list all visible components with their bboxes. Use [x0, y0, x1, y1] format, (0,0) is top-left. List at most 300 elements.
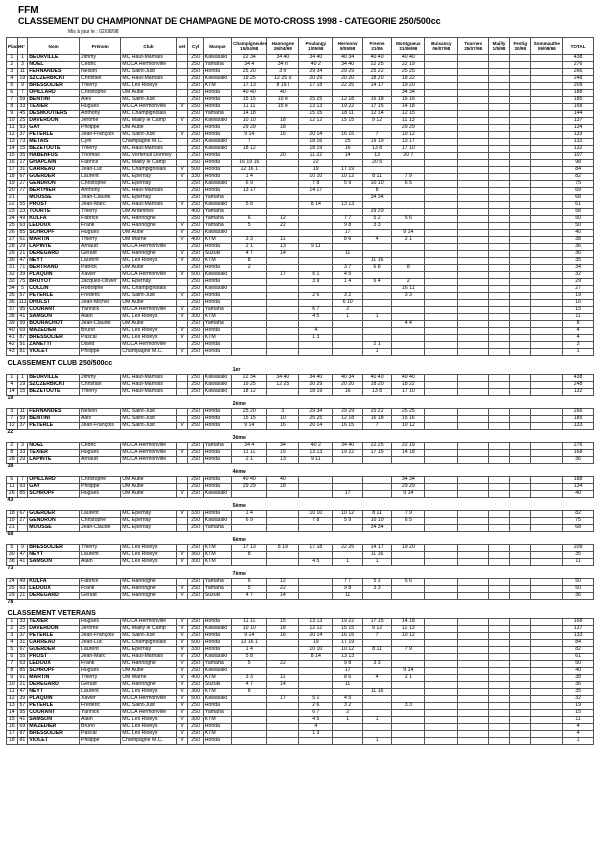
number-cell: 33	[17, 619, 28, 626]
round-score-cell	[510, 710, 531, 717]
round-score-cell: 22 25	[362, 443, 391, 450]
total-cell: 276	[563, 62, 594, 69]
round-score-cell	[458, 244, 489, 251]
round-score-cell	[392, 559, 425, 566]
round-score-cell	[531, 731, 563, 738]
round-score-cell: 11	[333, 682, 362, 689]
round-score-cell	[425, 738, 458, 745]
round-score-cell: 1	[333, 559, 362, 566]
round-score-cell	[267, 640, 299, 647]
veteran-cell: V	[176, 724, 188, 731]
number-cell: 69	[17, 328, 28, 335]
round-score-cell: 17	[333, 668, 362, 675]
round-score-cell: 22	[267, 586, 299, 593]
first-name-cell: Christian	[80, 76, 121, 83]
total-cell: 38	[563, 237, 594, 244]
round-score-cell	[232, 703, 267, 710]
cylinder-cell: 250	[188, 111, 203, 118]
club-cell: MC Saint-Just	[121, 423, 176, 430]
table-row	[7, 216, 594, 223]
make-cell: Honda	[203, 125, 231, 132]
place-cell: 27	[7, 237, 18, 244]
club-cell: MC Haut-Marnais	[121, 382, 176, 389]
round-score-cell	[488, 307, 509, 314]
first-name-cell: Frank	[80, 661, 121, 668]
round-score-cell: 29 29	[333, 69, 362, 76]
round-score-cell	[510, 682, 531, 689]
veteran-cell: V	[176, 717, 188, 724]
round-score-cell: 16 18	[362, 97, 391, 104]
round-score-cell	[488, 416, 509, 423]
round-score-cell	[531, 160, 563, 167]
round-score-cell	[458, 423, 489, 430]
number-cell: 9	[17, 545, 28, 552]
club-cell: MC Epernay	[121, 647, 176, 654]
veteran-cell: V	[176, 450, 188, 457]
number-cell	[17, 525, 28, 532]
make-cell: Honda	[203, 293, 231, 300]
round-score-cell	[392, 654, 425, 661]
round-score-cell: 25 20	[232, 69, 267, 76]
round-score-cell	[510, 286, 531, 293]
round-score-cell	[510, 160, 531, 167]
cylinder-cell: 250	[188, 593, 203, 600]
round-score-cell: 34 40	[333, 443, 362, 450]
round-score-cell	[425, 300, 458, 307]
number-cell: 81	[17, 738, 28, 745]
round-score-cell	[425, 593, 458, 600]
round-score-cell	[299, 525, 333, 532]
round-score-cell: 8 19	[267, 545, 299, 552]
round-score-cell	[488, 335, 509, 342]
first-name-cell: Jean-François	[80, 423, 121, 430]
place-cell: 5	[7, 647, 18, 654]
club-cell: UM Aube	[121, 125, 176, 132]
first-name-cell: Jean-Claude	[80, 321, 121, 328]
round-score-cell	[458, 654, 489, 661]
name-cell: ZANETTI	[28, 342, 80, 349]
veteran-cell: V	[176, 689, 188, 696]
cylinder-cell: 400	[188, 237, 203, 244]
club-cell: MCCA Hermonville	[121, 450, 176, 457]
total-cell: 132	[563, 389, 594, 396]
table-row	[7, 710, 594, 717]
veteran-cell: V	[176, 647, 188, 654]
place-cell: 32	[7, 272, 18, 279]
first-name-cell: Jérôme	[80, 118, 121, 125]
round-score-cell	[299, 251, 333, 258]
club-cell: MC Saint-Just	[121, 416, 176, 423]
round-score-cell	[333, 335, 362, 342]
round-score-cell	[333, 188, 362, 195]
first-name-cell: Jean-François	[80, 132, 121, 139]
group-rank-label: 5ème	[232, 503, 246, 510]
round-score-cell	[510, 69, 531, 76]
round-score-cell	[488, 724, 509, 731]
total-cell: 50	[563, 586, 594, 593]
round-score-cell: 8 6	[333, 237, 362, 244]
table-row	[7, 593, 594, 600]
round-score-cell	[458, 375, 489, 382]
round-score-cell	[510, 342, 531, 349]
round-score-cell	[510, 633, 531, 640]
round-score-cell	[510, 647, 531, 654]
club-cell: MC Les Rioeys	[121, 689, 176, 696]
number-cell: 111	[18, 299, 27, 306]
club-points: 78	[7, 599, 14, 606]
round-score-cell	[531, 244, 563, 251]
round-score-cell	[425, 724, 458, 731]
veteran-cell	[176, 181, 188, 188]
round-score-cell	[267, 491, 299, 498]
round-score-cell	[510, 450, 531, 457]
round-score-cell	[488, 443, 509, 450]
round-score-cell	[425, 689, 458, 696]
round-score-cell	[425, 675, 458, 682]
first-name-cell: Anthony	[80, 111, 121, 118]
number-cell: 39	[17, 696, 28, 703]
round-score-cell: 22 34	[232, 375, 267, 382]
round-score-cell	[510, 265, 531, 272]
round-score-cell: 7 9	[392, 647, 425, 654]
round-score-cell	[267, 724, 299, 731]
round-score-cell: 2 1	[362, 342, 391, 349]
results-table	[6, 37, 594, 749]
round-score-cell: 20 14	[299, 132, 333, 139]
round-score-cell: 40 2	[299, 62, 333, 69]
round-score-cell	[510, 579, 531, 586]
make-cell: Honda	[203, 484, 231, 491]
name-cell: PETERLE	[28, 293, 80, 300]
round-score-cell	[531, 139, 563, 146]
round-score-cell: 12 25	[267, 382, 299, 389]
round-score-cell	[333, 349, 362, 356]
round-score-cell: 10 10	[232, 626, 267, 633]
make-cell: Honda	[203, 342, 231, 349]
make-cell: Honda	[203, 132, 231, 139]
first-name-cell: Thierry	[80, 237, 121, 244]
round-score-cell	[531, 409, 563, 416]
round-score-cell	[299, 738, 333, 745]
name-cell: TEXIER	[28, 619, 80, 626]
round-score-cell	[531, 216, 563, 223]
first-name-cell: Frank	[80, 586, 121, 593]
name-cell: PLAQUIN	[28, 696, 80, 703]
round-score-cell	[425, 342, 458, 349]
round-score-cell	[425, 703, 458, 710]
round-score-cell: 9 14	[232, 132, 267, 139]
round-score-cell	[458, 579, 489, 586]
round-score-cell: 3 n	[267, 69, 299, 76]
round-score-cell: 20	[267, 153, 299, 160]
name-cell: MOUSSE	[28, 525, 80, 532]
total-cell: 1	[563, 738, 594, 745]
round-score-cell: 5 6	[392, 579, 425, 586]
name-cell: BRESSOLIER	[28, 83, 80, 90]
cylinder-cell: 250	[188, 457, 203, 464]
first-name-cell: Xavier	[80, 272, 121, 279]
round-score-cell	[531, 511, 563, 518]
place-cell: 12	[7, 696, 18, 703]
round-score-cell: 12	[267, 216, 299, 223]
round-score-cell	[362, 484, 391, 491]
cylinder-cell: 250	[188, 69, 203, 76]
make-cell: Honda	[203, 640, 231, 647]
round-score-cell	[392, 731, 425, 738]
round-score-cell: 1 3	[299, 335, 333, 342]
first-name-cell: Fabrice	[80, 579, 121, 586]
round-score-cell	[488, 167, 509, 174]
round-score-cell	[425, 62, 458, 69]
round-score-cell	[458, 443, 489, 450]
round-score-cell	[425, 293, 458, 300]
total-cell: 61	[563, 654, 594, 661]
round-score-cell	[232, 321, 267, 328]
round-score-cell: 1	[362, 314, 391, 321]
round-score-cell	[531, 251, 563, 258]
round-score-cell	[510, 181, 531, 188]
cylinder-cell: 250	[188, 321, 203, 328]
round-score-cell	[510, 416, 531, 423]
round-score-cell	[458, 265, 489, 272]
round-score-cell	[425, 76, 458, 83]
veteran-cell: V	[176, 633, 188, 640]
total-cell: 248	[563, 76, 594, 83]
round-score-cell	[425, 251, 458, 258]
round-score-cell	[299, 258, 333, 265]
make-cell: Kawasaki	[203, 55, 231, 62]
make-cell: Honda	[203, 647, 231, 654]
round-score-cell	[299, 349, 333, 356]
make-cell: KTM	[203, 237, 231, 244]
round-score-cell: 17 13	[232, 545, 267, 552]
column-header: Cyl	[188, 38, 203, 55]
first-name-cell: Gérald	[80, 251, 121, 258]
name-cell: COURANT	[28, 307, 80, 314]
make-cell: KTM	[203, 545, 231, 552]
number-cell: 11	[17, 409, 28, 416]
round-score-cell	[488, 202, 509, 209]
club-cell: MC Epernay	[121, 511, 176, 518]
round-score-cell	[267, 525, 299, 532]
place-cell: 14	[7, 389, 18, 396]
cylinder-cell: 250	[188, 125, 203, 132]
round-score-cell	[510, 484, 531, 491]
round-score-cell	[510, 375, 531, 382]
round-score-cell	[425, 586, 458, 593]
cylinder-cell: 250	[188, 335, 203, 342]
veteran-cell: V	[176, 118, 188, 125]
round-score-cell	[425, 153, 458, 160]
round-score-cell	[488, 654, 509, 661]
round-score-cell	[425, 237, 458, 244]
place-cell: 8	[7, 668, 18, 675]
round-score-cell	[510, 738, 531, 745]
number-cell: 35	[17, 153, 28, 160]
round-score-cell	[425, 97, 458, 104]
round-score-cell	[488, 216, 509, 223]
section-title: CLASSEMENT CLUB 250/500cc	[7, 360, 113, 367]
round-score-cell: 1	[333, 314, 362, 321]
round-score-cell: 16 15	[333, 132, 362, 139]
place-cell: 15	[7, 153, 18, 160]
cylinder-cell: 250	[188, 188, 203, 195]
round-score-cell	[531, 335, 563, 342]
total-cell: 82	[563, 647, 594, 654]
number-cell: 27	[17, 518, 28, 525]
cylinder-cell: 250	[188, 579, 203, 586]
round-score-cell: 7	[362, 633, 391, 640]
round-score-cell: 14	[333, 153, 362, 160]
first-name-cell: Christophe	[80, 477, 121, 484]
place-cell: 24	[7, 579, 18, 586]
name-cell: GUERDER	[28, 174, 80, 181]
name-cell: NEYT	[28, 552, 80, 559]
round-score-cell: 29 29	[392, 125, 425, 132]
round-score-cell	[299, 661, 333, 668]
round-score-cell: 4	[362, 237, 391, 244]
round-score-cell	[531, 307, 563, 314]
total-cell: 132	[563, 139, 594, 146]
round-score-cell: 10 10	[299, 647, 333, 654]
cylinder-cell: 330	[188, 647, 203, 654]
club-cell: UM Aube	[121, 477, 176, 484]
round-score-cell	[488, 423, 509, 430]
round-score-cell	[362, 593, 391, 600]
round-score-cell: 22 34	[232, 55, 267, 62]
round-score-cell	[488, 258, 509, 265]
round-score-cell	[458, 286, 489, 293]
make-cell: Kawasaki	[203, 696, 231, 703]
round-score-cell	[392, 342, 425, 349]
total-cell: 16	[563, 300, 594, 307]
round-score-cell	[488, 710, 509, 717]
make-cell: Honda	[203, 153, 231, 160]
total-cell: 144	[563, 111, 594, 118]
number-cell: 49	[17, 579, 28, 586]
round-score-cell	[267, 307, 299, 314]
name-cell: LAPINTE	[28, 244, 80, 251]
number-cell: 85	[17, 491, 28, 498]
round-score-cell	[392, 300, 425, 307]
round-score-cell	[232, 307, 267, 314]
name-cell: VIOLET	[28, 738, 80, 745]
cylinder-cell: 250	[188, 375, 203, 382]
round-score-cell: 34 40	[333, 62, 362, 69]
round-score-cell: 22 25	[333, 83, 362, 90]
round-score-cell	[488, 328, 509, 335]
round-score-cell	[488, 703, 509, 710]
round-score-cell	[531, 724, 563, 731]
round-score-cell: 6 5	[392, 181, 425, 188]
round-score-cell: 13	[267, 244, 299, 251]
round-score-cell	[458, 272, 489, 279]
club-cell: MC Hannogne	[121, 251, 176, 258]
round-score-cell	[458, 251, 489, 258]
make-cell: Yamaha	[203, 209, 231, 216]
round-score-cell	[458, 300, 489, 307]
round-score-cell	[333, 328, 362, 335]
round-score-cell	[510, 300, 531, 307]
cylinder-cell: 250	[188, 104, 203, 111]
round-score-cell	[267, 703, 299, 710]
round-score-cell	[510, 640, 531, 647]
club-cell: MC Haut-Marnais	[121, 654, 176, 661]
place-cell: 22	[7, 202, 18, 209]
round-score-cell: 3 3	[232, 675, 267, 682]
round-score-cell	[531, 286, 563, 293]
round-score-cell: 8	[392, 265, 425, 272]
round-score-cell	[510, 293, 531, 300]
round-score-cell	[362, 696, 391, 703]
round-score-cell: 19 22	[333, 619, 362, 626]
first-name-cell: Pascal	[80, 335, 121, 342]
round-score-cell	[488, 491, 509, 498]
veteran-cell	[176, 69, 188, 76]
round-score-cell: 7 8	[299, 518, 333, 525]
round-score-cell: 5 9	[333, 181, 362, 188]
round-score-cell	[531, 293, 563, 300]
make-cell: Honda	[203, 633, 231, 640]
round-score-cell: 14 18	[232, 111, 267, 118]
round-score-cell	[510, 202, 531, 209]
veteran-cell	[176, 76, 188, 83]
club-cell: MC Les Rioeys	[121, 552, 176, 559]
place-cell: 35	[7, 293, 18, 300]
round-score-cell	[392, 689, 425, 696]
veteran-cell: V	[176, 349, 188, 356]
first-name-cell: Jean-Michel	[80, 300, 121, 307]
club-cell: MC Hannogne	[121, 216, 176, 223]
first-name-cell: Philippe	[80, 738, 121, 745]
round-score-cell: 3 9	[299, 279, 333, 286]
round-score-cell	[458, 484, 489, 491]
round-score-cell	[425, 146, 458, 153]
round-score-cell	[531, 443, 563, 450]
round-score-cell: 2 6	[299, 703, 333, 710]
round-score-cell	[425, 525, 458, 532]
number-cell: 7	[17, 90, 28, 97]
veteran-cell: V	[176, 654, 188, 661]
veteran-cell: V	[176, 314, 188, 321]
round-score-cell: 22 25	[333, 545, 362, 552]
round-score-cell	[392, 328, 425, 335]
round-score-cell: 3 3	[362, 223, 391, 230]
round-score-cell: 34 34	[392, 477, 425, 484]
total-cell: 40	[563, 491, 594, 498]
round-score-cell	[458, 293, 489, 300]
round-score-cell	[510, 389, 531, 396]
round-score-cell: 11 11	[232, 450, 267, 457]
place-cell: 39	[7, 321, 18, 328]
round-score-cell	[531, 202, 563, 209]
round-score-cell: 4	[299, 328, 333, 335]
place-cell: 6	[7, 654, 18, 661]
round-score-cell: 29 29	[362, 209, 391, 216]
column-header: vet	[176, 38, 188, 55]
place-cell: 10	[7, 682, 18, 689]
round-score-cell	[488, 349, 509, 356]
round-score-cell: 3	[267, 409, 299, 416]
round-score-cell: 22	[267, 661, 299, 668]
round-score-cell	[425, 375, 458, 382]
round-score-cell	[510, 62, 531, 69]
first-name-cell: Pascal	[80, 731, 121, 738]
round-score-cell	[458, 188, 489, 195]
round-score-cell	[458, 153, 489, 160]
cylinder-cell: 250	[188, 293, 203, 300]
veteran-cell	[176, 62, 188, 69]
